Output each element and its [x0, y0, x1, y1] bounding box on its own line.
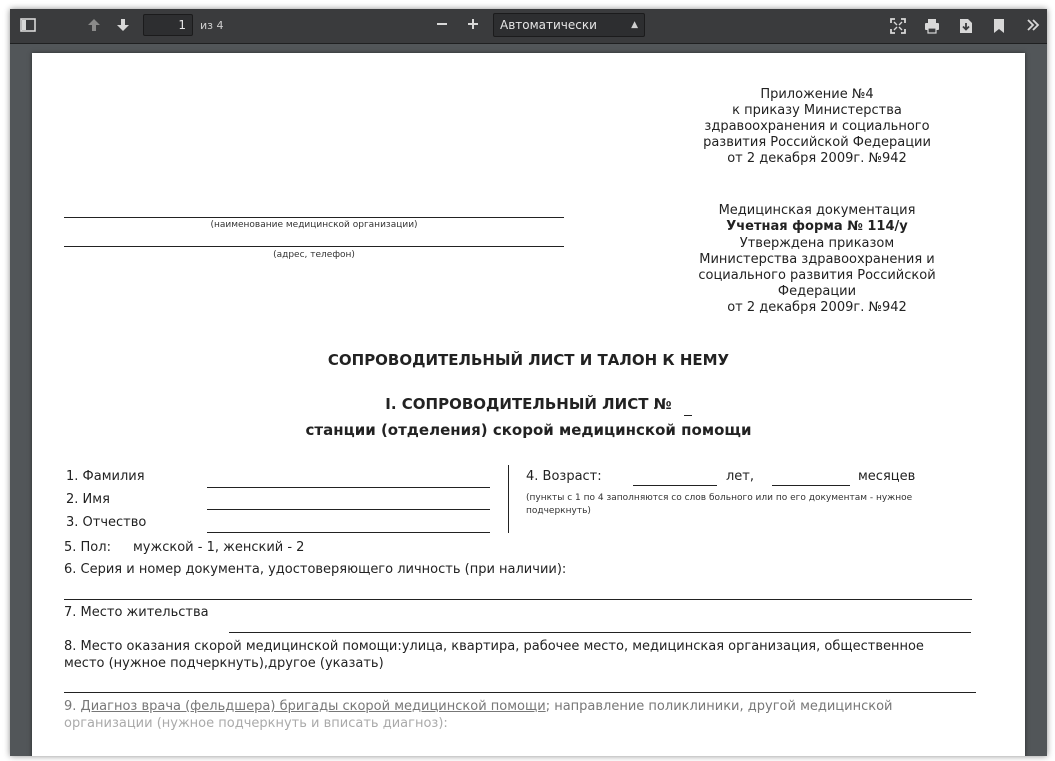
age-months-line[interactable] — [772, 485, 850, 486]
age-note: (пункты с 1 по 4 заполняются со слов больного или по его документам - нужное подчеркнуть) — [526, 493, 913, 516]
years-label: лет, — [726, 469, 755, 484]
main-title: СОПРОВОДИТЕЛЬНЫЙ ЛИСТ И ТАЛОН К НЕМУ — [327, 351, 730, 369]
arrow-up-icon[interactable] — [82, 14, 106, 38]
page-count-label: из 4 — [200, 19, 224, 32]
zoom-select-value: Автоматически — [500, 18, 597, 32]
place-label-line-2: место (нужное подчеркнуть),другое (указать) — [64, 656, 384, 671]
id-document-label: 6. Серия и номер документа, удостоверяющего личность (при наличии): — [64, 562, 567, 577]
patronymic-line[interactable] — [207, 532, 490, 533]
appendix-line-1: Приложение №4 — [760, 87, 874, 102]
residence-line[interactable] — [229, 632, 971, 633]
section-subtitle: станции (отделения) скорой медицинской помощи — [305, 421, 752, 439]
appendix-line-3: здравоохранения и социального — [704, 119, 930, 134]
section-title: I. СОПРОВОДИТЕЛЬНЫЙ ЛИСТ № — [385, 395, 672, 413]
diagnosis-underlined: Диагноз врача (фельдшера) бригады скорой медицинской помощи — [80, 699, 546, 714]
place-label-line-1: 8. Место оказания скорой медицинской помощи:улица, квартира, рабочее место, медицинская организация, общественное — [64, 639, 924, 654]
appendix-line-4: развития Российской Федерации — [703, 135, 931, 150]
sex-options: мужской - 1, женский - 2 — [133, 540, 305, 555]
sex-label: 5. Пол: — [64, 540, 111, 555]
age-years-line[interactable] — [633, 485, 717, 486]
org-name-line — [64, 217, 564, 218]
pdf-viewer — [10, 9, 1047, 756]
address-caption: (адрес, телефон) — [273, 250, 355, 260]
print-icon[interactable] — [920, 14, 944, 38]
name-line[interactable] — [207, 509, 490, 510]
page-number-input[interactable] — [143, 14, 193, 36]
field-divider — [508, 465, 509, 533]
appendix-line-2: к приказу Министерства — [732, 103, 902, 118]
diagnosis-rest: ; направление поликлиники, другой медицинской — [545, 699, 893, 714]
form-block-line-4: Министерства здравоохранения и — [699, 252, 935, 267]
residence-label: 7. Место жительства — [64, 605, 209, 620]
diagnosis-label — [64, 699, 893, 714]
diagnosis-line-2: организации (нужное подчеркнуть и вписать диагноз): — [64, 716, 448, 731]
document-page — [32, 53, 1025, 756]
form-block-line-6: Федерации — [777, 284, 857, 299]
minus-icon[interactable] — [430, 14, 454, 38]
download-icon[interactable] — [954, 14, 978, 38]
name-label: 2. Имя — [66, 492, 110, 507]
select-arrows-icon: ▲ — [631, 20, 638, 30]
sheet-number-line — [684, 415, 692, 416]
address-line — [64, 246, 564, 247]
fullscreen-icon[interactable] — [886, 14, 910, 38]
form-block-line-1: Медицинская документация — [718, 203, 916, 218]
surname-label: 1. Фамилия — [66, 469, 145, 484]
appendix-line-5: от 2 декабря 2009г. №942 — [727, 151, 907, 166]
form-number: Учетная форма № 114/у — [726, 219, 908, 234]
double-chevron-right-icon[interactable] — [1021, 14, 1045, 38]
months-label: месяцев — [858, 469, 916, 484]
zoom-select[interactable] — [493, 13, 645, 37]
form-block-line-5: социального развития Российской — [698, 268, 936, 283]
surname-line[interactable] — [207, 487, 490, 488]
toolbar — [10, 9, 1047, 44]
id-document-line[interactable] — [64, 599, 972, 600]
bookmark-icon[interactable] — [987, 14, 1011, 38]
plus-icon[interactable] — [461, 14, 485, 38]
sidebar-toggle-icon[interactable] — [16, 14, 40, 38]
form-block-line-7: от 2 декабря 2009г. №942 — [727, 300, 907, 315]
org-name-caption: (наименование медицинской организации) — [210, 220, 418, 230]
place-line[interactable] — [64, 692, 976, 693]
patronymic-label: 3. Отчество — [66, 515, 147, 530]
diagnosis-number: 9. — [64, 699, 81, 714]
arrow-down-icon[interactable] — [111, 14, 135, 38]
age-label: 4. Возраст: — [526, 469, 602, 484]
form-block-line-3: Утверждена приказом — [739, 236, 895, 251]
